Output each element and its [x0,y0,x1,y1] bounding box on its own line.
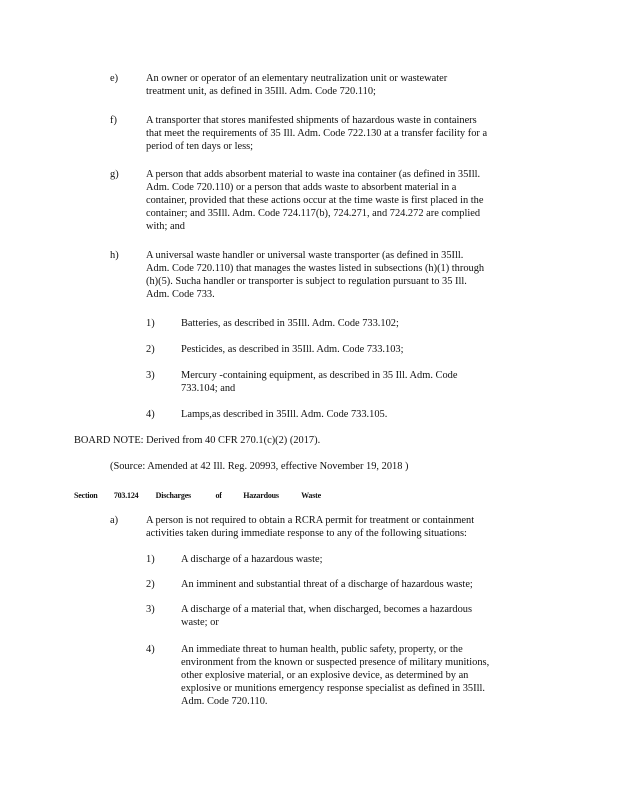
section-number: 703.124 [113,491,139,500]
item-text: Lamps,as described in 35Ill. Adm. Code 733.105. [181,409,388,420]
item-label: e) [110,73,119,84]
item-label: f) [110,115,117,126]
section-title-word: Discharges [155,491,191,500]
item-label: g) [110,169,119,180]
item-text: Batteries, as described in 35Ill. Adm. Code 733.102; [181,318,399,329]
board-note: BOARD NOTE: Derived from 40 CFR 270.1(c)(2) (2017). [74,435,321,446]
item-label: 3) [146,604,155,615]
item-text: An owner or operator of an elementary neutralization unit or wastewater treatment unit, as defined in 35Ill. Adm. Code 720.110; [146,73,448,97]
item-text: A person that adds absorbent material to waste ina container (as defined in 35Ill. Adm. Code 720.110) or a person that adds waste to absorbent material in a container, provided that these actions occur at the time waste is first placed in the container; and 35Ill. Adm. Code 724.117(b), 724.271, and 724.272 are complied with; and [146,169,484,232]
item-label: 4) [146,409,155,420]
section-title-word: Waste [301,491,321,500]
source-note: (Source: Amended at 42 Ill. Reg. 20993, effective November 19, 2018 ) [110,461,409,472]
item-text: A transporter that stores manifested shipments of hazardous waste in containers that meet the requirements of 35 Ill. Adm. Code 722.130 at a transfer facility for a period of ten days or less; [146,115,488,152]
item-text: A person is not required to obtain a RCRA permit for treatment or containment activities taken during immediate response to any of the following situations: [146,515,475,539]
section-word: Section [74,491,98,500]
item-label: a) [110,515,119,526]
item-text: A discharge of a hazardous waste; [181,554,323,565]
item-text: An imminent and substantial threat of a discharge of hazardous waste; [181,579,473,590]
item-text: An immediate threat to human health, public safety, property, or the environment from the known or suspected presence of military munitions, other explosive material, or an explosive device, as determined by an explosive or munitions emergency response specialist as defined in 35Ill. Adm. Code 720.110. [181,644,490,707]
section-title-word: Hazardous [243,491,279,500]
item-label: 1) [146,318,155,329]
item-label: 2) [146,344,155,355]
item-label: 1) [146,554,155,565]
section-title-word: of [215,491,222,500]
item-label: h) [110,250,119,261]
item-label: 2) [146,579,155,590]
item-text: A discharge of a material that, when discharged, becomes a hazardous waste; or [181,604,473,628]
item-text: Pesticides, as described in 35Ill. Adm. Code 733.103; [181,344,404,355]
item-label: 3) [146,370,155,381]
item-label: 4) [146,644,155,655]
section-heading [74,489,321,502]
item-text: Mercury -containing equipment, as described in 35 Ill. Adm. Code 733.104; and [181,370,458,394]
item-text: A universal waste handler or universal waste transporter (as defined in 35Ill. Adm. Code 720.110) that manages the wastes listed in subsections (h)(1) through (h)(5). Sucha handler or transporter is subject to regulation pursuant to 35 Ill. Adm. Code 733. [146,250,485,300]
